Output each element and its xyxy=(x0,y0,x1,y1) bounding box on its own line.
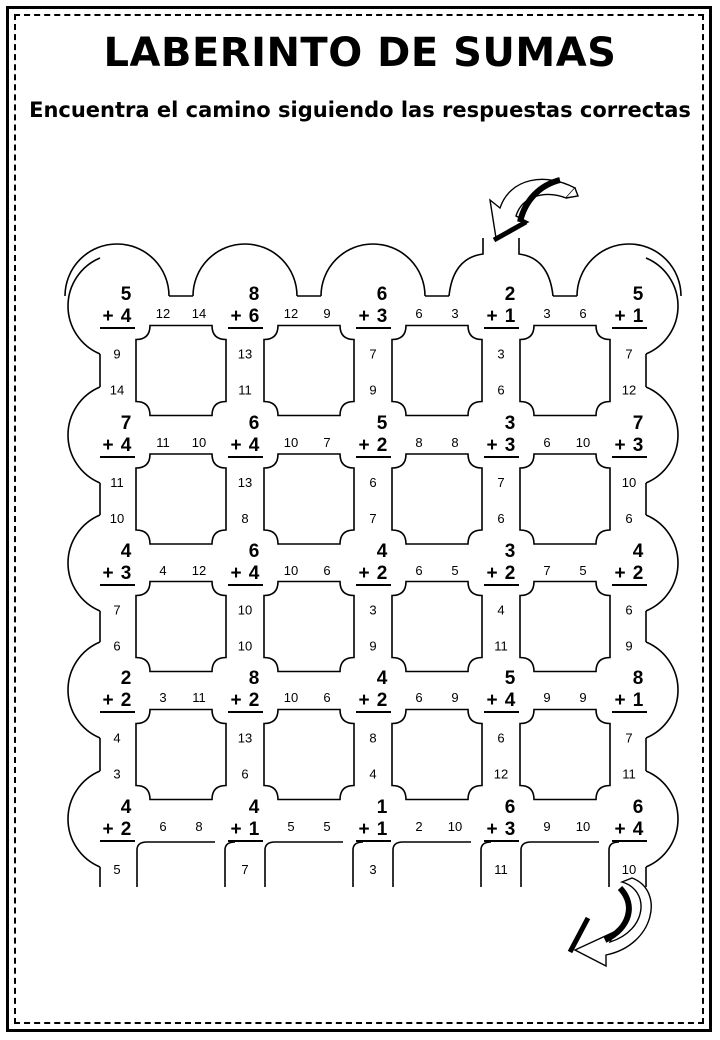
maze-entrance-wall xyxy=(519,238,553,296)
answer-option: 3 xyxy=(113,766,121,782)
addend-top: 8 xyxy=(248,284,260,305)
plus-sign: + xyxy=(614,306,626,327)
addend-bottom: 3 xyxy=(504,819,516,840)
plus-sign: + xyxy=(358,563,370,584)
addend-top: 3 xyxy=(504,413,516,434)
addend-bottom: 4 xyxy=(120,306,132,327)
answer-option: 8 xyxy=(451,435,459,450)
answer-option: 3 xyxy=(543,306,551,321)
maze-top-arc xyxy=(577,244,681,296)
maze-right-arc xyxy=(646,258,678,354)
answer-option: 6 xyxy=(113,638,121,654)
maze-hole xyxy=(264,326,354,416)
maze-walls xyxy=(65,238,681,887)
answer-option: 5 xyxy=(287,819,295,834)
maze-bottom-wall xyxy=(393,842,403,887)
plus-sign: + xyxy=(230,435,242,456)
plus-sign: + xyxy=(230,819,242,840)
addend-bottom: 6 xyxy=(248,306,260,327)
plus-sign: + xyxy=(486,306,498,327)
answer-option: 9 xyxy=(625,638,633,654)
maze-left-arc xyxy=(68,642,100,738)
answer-option: 6 xyxy=(415,563,423,578)
answer-option: 6 xyxy=(625,602,633,618)
addend-bottom: 2 xyxy=(504,563,516,584)
plus-sign: + xyxy=(358,690,370,711)
addend-top: 4 xyxy=(120,541,132,562)
answer-option: 10 xyxy=(191,435,207,450)
plus-sign: + xyxy=(102,690,114,711)
answer-option: 6 xyxy=(241,766,249,782)
answer-option: 12 xyxy=(283,306,299,321)
answer-option: 14 xyxy=(191,306,207,321)
answer-option: 10 xyxy=(283,690,299,705)
plus-sign: + xyxy=(230,563,242,584)
addend-top: 1 xyxy=(376,797,388,818)
plus-sign: + xyxy=(358,435,370,456)
answer-option: 12 xyxy=(155,306,171,321)
plus-sign: + xyxy=(230,306,242,327)
answer-option: 4 xyxy=(369,766,377,782)
addend-top: 8 xyxy=(248,668,260,689)
answer-option: 13 xyxy=(237,346,253,362)
plus-sign: + xyxy=(358,819,370,840)
answer-option: 7 xyxy=(323,435,331,450)
addend-bottom: 2 xyxy=(376,435,388,456)
answer-option: 6 xyxy=(159,819,167,834)
answer-option: 7 xyxy=(369,346,377,362)
addend-bottom: 1 xyxy=(632,306,644,327)
answer-option: 10 xyxy=(283,563,299,578)
answer-option: 11 xyxy=(238,382,252,398)
plus-sign: + xyxy=(614,819,626,840)
maze-hole xyxy=(264,710,354,800)
addend-bottom: 2 xyxy=(120,819,132,840)
maze-bottom-wall xyxy=(609,842,619,887)
addend-bottom: 3 xyxy=(504,435,516,456)
maze-top-arc xyxy=(321,244,425,296)
answer-option: 10 xyxy=(575,435,591,450)
answer-option-bottom: 11 xyxy=(494,862,508,877)
plus-sign: + xyxy=(614,563,626,584)
maze-hole xyxy=(136,582,226,672)
maze-hole xyxy=(392,454,482,544)
addend-top: 2 xyxy=(120,668,132,689)
answer-option: 9 xyxy=(543,819,551,834)
answer-option: 13 xyxy=(237,730,253,746)
addend-top: 6 xyxy=(504,797,516,818)
maze-hole xyxy=(520,710,610,800)
answer-option: 9 xyxy=(113,346,121,362)
maze-hole xyxy=(392,582,482,672)
answer-option: 12 xyxy=(191,563,207,578)
addend-top: 6 xyxy=(248,541,260,562)
answer-option: 5 xyxy=(451,563,459,578)
addend-top: 5 xyxy=(504,668,516,689)
worksheet-subtitle: Encuentra el camino siguiendo las respuestas correctas xyxy=(29,98,691,122)
addend-top: 7 xyxy=(632,413,644,434)
answer-option: 5 xyxy=(323,819,331,834)
addend-bottom: 4 xyxy=(632,819,644,840)
addend-top: 5 xyxy=(120,284,132,305)
answer-option: 14 xyxy=(109,382,125,398)
answer-option: 9 xyxy=(369,382,377,398)
answer-option: 5 xyxy=(579,563,587,578)
maze-hole xyxy=(392,710,482,800)
plus-sign: + xyxy=(102,306,114,327)
answer-option: 9 xyxy=(451,690,459,705)
answer-option: 9 xyxy=(579,690,587,705)
maze-entrance-wall xyxy=(449,238,483,296)
addend-top: 6 xyxy=(632,797,644,818)
answer-option: 11 xyxy=(494,638,508,654)
addend-bottom: 2 xyxy=(120,690,132,711)
addend-top: 3 xyxy=(504,541,516,562)
answer-option: 7 xyxy=(625,346,633,362)
addend-bottom: 3 xyxy=(120,563,132,584)
answer-option: 9 xyxy=(323,306,331,321)
answer-option: 10 xyxy=(109,511,125,526)
worksheet-title: LABERINTO DE SUMAS xyxy=(103,30,617,76)
answer-option: 11 xyxy=(156,435,170,450)
answer-option: 6 xyxy=(415,306,423,321)
answer-option: 6 xyxy=(625,511,633,526)
answer-option: 6 xyxy=(497,382,505,398)
answer-option: 9 xyxy=(369,638,377,654)
addend-bottom: 2 xyxy=(376,563,388,584)
addend-top: 8 xyxy=(632,668,644,689)
maze-right-arc xyxy=(646,387,678,483)
addend-bottom: 2 xyxy=(376,690,388,711)
answer-option: 6 xyxy=(497,511,505,526)
maze-right-arc xyxy=(646,642,678,738)
maze-left-arc xyxy=(68,258,100,354)
curved-arrow-out-icon xyxy=(570,878,651,966)
answer-option: 6 xyxy=(323,690,331,705)
answer-option: 8 xyxy=(415,435,423,450)
maze-bottom-wall xyxy=(353,842,363,887)
answer-option: 10 xyxy=(447,819,463,834)
answer-option: 9 xyxy=(543,690,551,705)
maze-bottom-wall xyxy=(225,842,235,887)
addend-top: 4 xyxy=(376,668,388,689)
answer-option-bottom: 10 xyxy=(621,862,637,877)
addend-bottom: 1 xyxy=(632,690,644,711)
maze-bottom-wall xyxy=(265,842,275,887)
answer-option: 6 xyxy=(323,563,331,578)
answer-option: 10 xyxy=(237,638,253,654)
addend-bottom: 4 xyxy=(248,435,260,456)
plus-sign: + xyxy=(486,819,498,840)
maze-left-arc xyxy=(68,771,100,867)
addend-top: 6 xyxy=(376,284,388,305)
plus-sign: + xyxy=(486,690,498,711)
answer-option-bottom: 7 xyxy=(241,862,249,877)
answer-option: 3 xyxy=(369,602,377,618)
curved-arrow-in-icon xyxy=(490,179,578,240)
answer-option: 6 xyxy=(579,306,587,321)
addend-top: 4 xyxy=(376,541,388,562)
maze-right-arc xyxy=(646,515,678,611)
maze-hole xyxy=(520,326,610,416)
answer-option: 11 xyxy=(192,690,206,705)
answer-option: 6 xyxy=(369,475,377,490)
addend-bottom: 2 xyxy=(248,690,260,711)
answer-option: 4 xyxy=(113,730,121,746)
answer-option: 10 xyxy=(283,435,299,450)
maze-bottom-wall xyxy=(481,842,491,887)
maze-bottom-wall xyxy=(137,842,147,887)
answer-option: 10 xyxy=(237,602,253,618)
answer-option: 6 xyxy=(543,435,551,450)
addend-top: 4 xyxy=(120,797,132,818)
plus-sign: + xyxy=(102,819,114,840)
answer-option: 7 xyxy=(625,730,633,746)
addend-bottom: 1 xyxy=(376,819,388,840)
addend-bottom: 3 xyxy=(632,435,644,456)
addend-top: 7 xyxy=(120,413,132,434)
maze-hole xyxy=(264,454,354,544)
answer-option: 8 xyxy=(241,511,249,526)
plus-sign: + xyxy=(358,306,370,327)
maze-hole xyxy=(136,454,226,544)
answer-option-bottom: 3 xyxy=(369,862,377,877)
maze-left-arc xyxy=(68,387,100,483)
plus-sign: + xyxy=(230,690,242,711)
maze-right-arc xyxy=(646,771,678,867)
addend-top: 4 xyxy=(248,797,260,818)
answer-option: 6 xyxy=(415,690,423,705)
answer-option: 3 xyxy=(451,306,459,321)
addend-bottom: 4 xyxy=(120,435,132,456)
answer-option: 11 xyxy=(622,766,636,782)
maze-hole xyxy=(520,582,610,672)
answer-option: 6 xyxy=(497,730,505,746)
plus-sign: + xyxy=(486,435,498,456)
addend-bottom: 3 xyxy=(376,306,388,327)
answer-option: 2 xyxy=(415,819,423,834)
maze-bottom-wall xyxy=(521,842,531,887)
maze-hole xyxy=(136,710,226,800)
answer-option: 8 xyxy=(195,819,203,834)
answer-option: 3 xyxy=(159,690,167,705)
plus-sign: + xyxy=(614,690,626,711)
addend-bottom: 2 xyxy=(632,563,644,584)
maze-left-arc xyxy=(68,515,100,611)
maze-hole xyxy=(264,582,354,672)
answer-option: 8 xyxy=(369,730,377,746)
answer-option: 7 xyxy=(113,602,121,618)
plus-sign: + xyxy=(486,563,498,584)
addend-top: 5 xyxy=(632,284,644,305)
maze-top-arc xyxy=(193,244,297,296)
addend-top: 5 xyxy=(376,413,388,434)
addend-bottom: 1 xyxy=(248,819,260,840)
maze-hole xyxy=(136,326,226,416)
addend-bottom: 4 xyxy=(504,690,516,711)
addend-top: 6 xyxy=(248,413,260,434)
answer-option: 13 xyxy=(237,475,253,490)
answer-option: 7 xyxy=(543,563,551,578)
answer-option-bottom: 5 xyxy=(113,862,121,877)
maze-hole xyxy=(392,326,482,416)
answer-option: 11 xyxy=(110,475,124,490)
addend-bottom: 1 xyxy=(504,306,516,327)
addend-top: 2 xyxy=(504,284,516,305)
plus-sign: + xyxy=(614,435,626,456)
answer-option: 12 xyxy=(493,766,509,782)
answer-option: 12 xyxy=(621,382,637,398)
addend-top: 4 xyxy=(632,541,644,562)
answer-option: 4 xyxy=(497,602,505,618)
answer-option: 4 xyxy=(159,563,167,578)
answer-option: 10 xyxy=(575,819,591,834)
plus-sign: + xyxy=(102,435,114,456)
maze-labels xyxy=(100,284,647,877)
answer-option: 7 xyxy=(497,475,505,490)
answer-option: 10 xyxy=(621,475,637,490)
maze-top-arc xyxy=(65,244,169,296)
addend-bottom: 4 xyxy=(248,563,260,584)
maze-hole xyxy=(520,454,610,544)
plus-sign: + xyxy=(102,563,114,584)
answer-option: 3 xyxy=(497,346,505,362)
answer-option: 7 xyxy=(369,511,377,526)
